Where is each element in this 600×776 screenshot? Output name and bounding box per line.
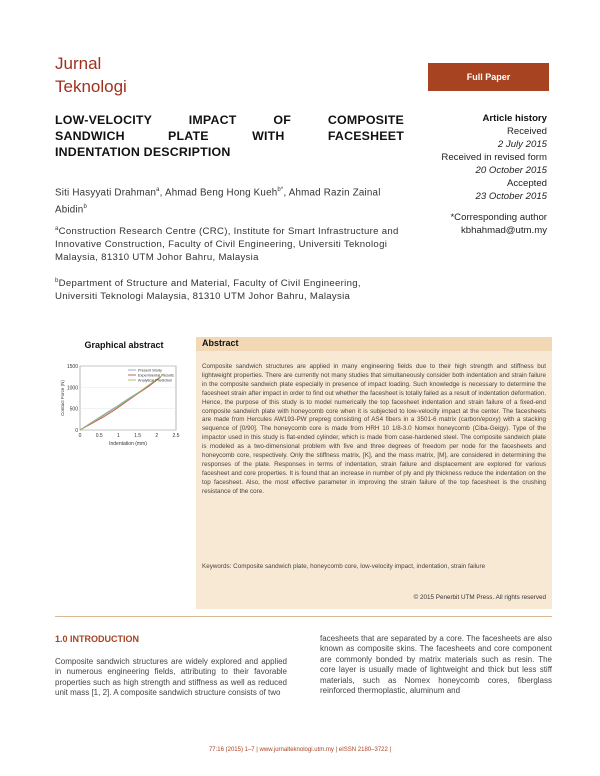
journal-name-line2: Teknologi [55, 77, 127, 96]
title-line1: LOW-VELOCITY IMPACT OF COMPOSITE [55, 113, 404, 127]
y-axis-label: Contact Force (N) [60, 380, 65, 416]
abstract-header [196, 337, 552, 351]
author-2: , Ahmad Beng Hong Kueh [159, 187, 278, 199]
title-line2: SANDWICH PLATE WITH FACESHEET [55, 129, 404, 143]
x-tick-label: 2 [155, 433, 159, 439]
title-line3: INDENTATION DESCRIPTION [55, 145, 231, 159]
y-tick-label: 1500 [66, 364, 78, 370]
author-3: , Ahmad Razin Zainal Abidin [55, 187, 381, 216]
corresponding-email[interactable]: kbhahmad@utm.my [461, 225, 547, 236]
author-list [55, 183, 404, 218]
x-axis-label: Indentation (mm) [109, 441, 147, 447]
x-tick-label: 2.5 [172, 433, 180, 439]
journal-name [55, 52, 127, 98]
abstract-text: Composite sandwich structures are applied in many engineering fields due to their high strength and stiffness but lightweight properties. There are currently not many studies that simultaneously consider both indentation and strain failure in the composite sandwich plate especially in presence of impact loading. Such knowledge is necessary to determine the facesheet strain after impact in order to find out whether the facesheet is totally failed as a result of indentation deformation. Hence, the purpose of this study is to model numerically the top facesheet indentation and strain failure of a fixed-end composite sandwich plate with honeycomb core when it is subjected to low-velocity impact at the center. The facesheets are made from Hercules AW193-PW prepreg consisting of AS4 fibers in a 3501-6 matrix (carbon/epoxy) with a stacking sequence of [0/90]. The honeycomb core is made from HRH 10 1/8-3.0 Nomex honeycomb (Ciba-Geigy). Type of the impactor used in this study is flat-ended cylinder, which is made from case-hardened steel. The composite sandwich plate is modeled as a two-dimensional problem with five and three degrees of freedom per node for the facesheets and honeycomb core, respectively. Only the stiffness matrix, [K], and the mass matrix, [M], are considered in determining the responses of the plate. Responses in terms of indentation, strain failure and displacement are explored for various facesheet and core properties. It is found that an increase in number of ply and ply thickness reduce the indentation on the top facesheet. Also, the most effective parameter in improving the strain failure of the top facesheet is the crushing resistance of the core. [202, 363, 546, 495]
intro-column-1: Composite sandwich structures are widely explored and applied in numerous engineering fields, attributing to their favorable properties such as high strength and stiffness as well as reduced unit mass [1, 2]. A composite sandwich structure consists of two [55, 657, 287, 698]
x-tick-label: 1 [117, 433, 120, 439]
intro-column-2: facesheets that are separated by a core. The facesheets are also known as composite skins. The facesheets and core component are commonly bonded by matrix materials such as resin. The core layer is usually made of lightweight and thick but less stiff materials, such as Nomex honeycomb cores, fiberglass reinforced thermoplastic, aluminum and [320, 634, 552, 696]
legend-entry: Present Study [138, 368, 162, 373]
corresponding-label: *Corresponding author [450, 212, 547, 223]
author-1-sup: a [156, 187, 160, 193]
graphical-abstract-chart [58, 360, 190, 448]
affiliation-b-text: Department of Structure and Material, Faculty of Civil Engineering, Universiti Teknologi Malaysia, 81310 UTM Johor Bahru, Malaysia [55, 278, 361, 303]
legend-entry: Analytical Prediction [138, 378, 173, 383]
x-tick-label: 1.5 [134, 433, 142, 439]
graphical-abstract-heading: Graphical abstract [84, 340, 164, 350]
y-tick-label: 1000 [66, 385, 78, 392]
accepted-label: Accepted [506, 178, 547, 189]
affiliation-b [55, 275, 404, 303]
author-3-sup: b [83, 204, 87, 211]
revised-date: 20 October 2015 [475, 165, 547, 176]
author-2-sup: b* [277, 187, 284, 193]
affiliation-a-text: Construction Research Centre (CRC), Institute for Smart Infrastructure and Innovative Construction, Faculty of Civil Engineering, Universiti Teknologi Malaysia, 81310 UTM Johor Bahru, Malaysia [55, 226, 399, 264]
page-footer: 77:16 (2015) 1–7 | www.jurnalteknologi.utm.my | eISSN 2180–3722 | [208, 747, 392, 753]
accepted-date: 23 October 2015 [475, 191, 547, 202]
legend-entry: Experimental Results [138, 373, 174, 378]
affiliation-b-sup: b [55, 278, 59, 284]
received-label: Received [507, 126, 547, 137]
paper-title [55, 112, 404, 160]
affiliation-a-sup: a [55, 226, 59, 232]
y-tick-label: 0 [75, 428, 78, 434]
section-divider [55, 616, 552, 617]
author-1: Siti Hasyyati Drahman [55, 187, 157, 199]
x-tick-label: 0.5 [95, 433, 103, 439]
revised-label: Received in revised form [441, 152, 547, 163]
intro-heading: 1.0 INTRODUCTION [55, 634, 140, 644]
keywords: Keywords: Composite sandwich plate, honeycomb core, low-velocity impact, indentation, strain failure [202, 563, 486, 570]
y-tick-label: 500 [69, 406, 78, 413]
article-history [387, 112, 547, 203]
abstract-heading: Abstract [202, 338, 239, 348]
x-tick-label: 0 [78, 433, 82, 439]
history-heading: Article history [482, 113, 547, 124]
copyright: © 2015 Penerbit UTM Press. All rights reserved [413, 594, 546, 601]
journal-name-line1: Jurnal [55, 54, 102, 73]
affiliation-a [55, 223, 404, 264]
received-date: 2 July 2015 [497, 139, 547, 150]
full-paper-badge: Full Paper [428, 63, 549, 91]
